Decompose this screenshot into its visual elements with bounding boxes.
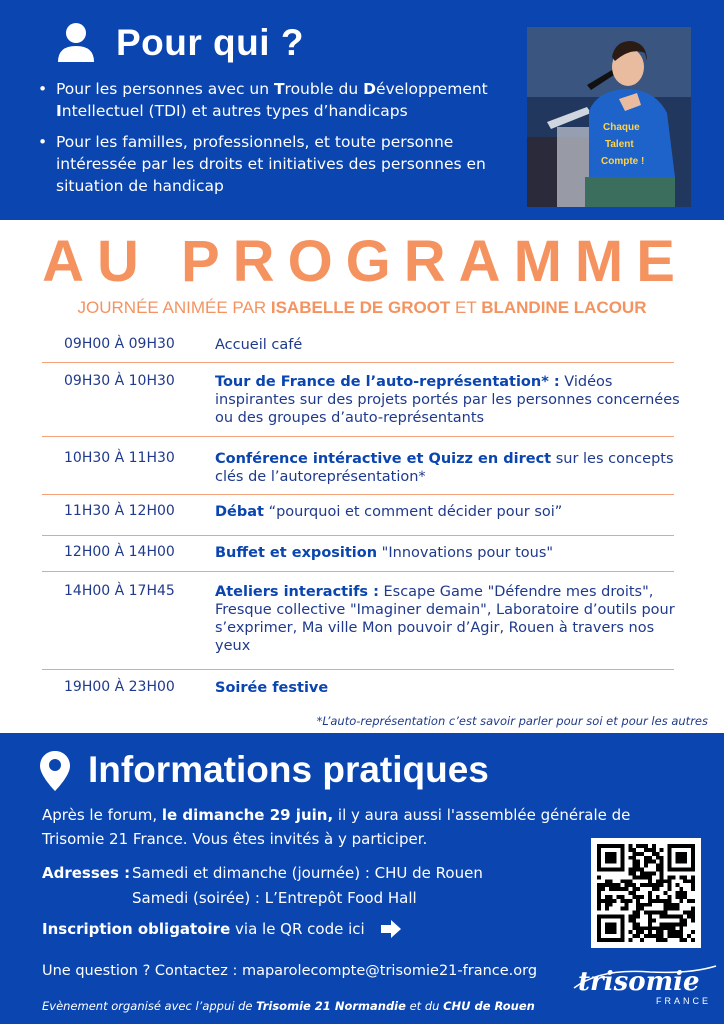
qr-code[interactable] [591,838,701,948]
location-pin-icon [40,751,70,791]
arrow-right-icon [381,919,401,939]
addresses-label: Adresses : [42,864,131,882]
divider [42,669,674,670]
schedule-desc: Accueil café [215,337,303,353]
logo-sub: FRANCE [656,996,712,1006]
schedule-time: 19H00 À 23H00 [64,679,175,695]
speaker-photo [527,27,691,207]
divider [42,362,674,363]
divider [42,571,674,572]
logo-wordmark: trisomie [578,967,700,997]
schedule-time: 09H00 À 09H30 [64,336,175,352]
schedule-time: 14H00 À 17H45 [64,583,175,599]
programme-title: AU PROGRAMME [42,229,688,294]
audience-title: Pour qui ? [116,22,304,63]
schedule-desc: Ateliers interactifs : Escape Game "Défendre mes droits", Fresque collective "Imaginer demain", Laboratoire d’outils pour s’exprimer, Ma ville Mon pouvoir d’Agir, Rouen à travers nos yeux [215,584,675,654]
schedule-desc: Tour de France de l’auto-représentation* : Vidéos inspirantes sur des projets portés par les personnes concernées ou des groupes d’auto-représentants [215,374,680,426]
schedule-time: 10H30 À 11H30 [64,450,175,466]
shirt-text-2: Talent [605,139,634,150]
info-paragraph: Après le forum, le dimanche 29 juin, il y aura aussi l'assemblée générale de Trisomie 21 France. Vous êtes invités à y participer. [42,806,631,848]
schedule-desc: Conférence intéractive et Quizz en direct sur les concepts clés de l’autoreprésentation* [215,451,674,485]
shirt-text-3: Compte ! [601,156,645,167]
contact-line: Une question ? Contactez : maparolecompte@trisomie21-france.org [42,963,538,979]
info-title: Informations pratiques [88,749,489,790]
organizer-line: Evènement organisé avec l’appui de Trisomie 21 Normandie et du CHU de Rouen [42,999,535,1013]
schedule-desc: Buffet et exposition "Innovations pour tous" [215,545,554,561]
divider [42,436,674,437]
schedule-time: 09H30 À 10H30 [64,373,175,389]
shirt-text-1: Chaque [603,122,640,133]
address-1: Samedi et dimanche (journée) : CHU de Rouen [132,864,483,882]
address-2: Samedi (soirée) : L’Entrepôt Food Hall [132,889,417,907]
programme-subtitle: JOURNÉE ANIMÉE PAR ISABELLE DE GROOT ET BLANDINE LACOUR [77,298,647,317]
info-section [0,733,724,1024]
schedule-time: 11H30 À 12H00 [64,503,175,519]
inscription: Inscription obligatoire via le QR code ici [42,920,365,938]
schedule-desc: Soirée festive [215,680,329,696]
audience-list [38,78,518,206]
divider [42,494,674,495]
trisomie-france-logo [570,958,720,1008]
audience-section [0,0,724,220]
divider [42,535,674,536]
audience-item: • Pour les familles, professionnels, et toute personne intéressée par les droits et initiatives des personnes en situation de handicap [38,131,518,197]
person-icon [56,22,96,62]
schedule-time: 12H00 À 14H00 [64,544,175,560]
audience-item: • Pour les personnes avec un Trouble du Développement Intellectuel (TDI) et autres types d’handicaps [38,78,518,122]
footnote: *L’auto-représentation c’est savoir parler pour soi et pour les autres [316,714,708,728]
schedule-desc: Débat “pourquoi et comment décider pour soi” [215,504,563,520]
